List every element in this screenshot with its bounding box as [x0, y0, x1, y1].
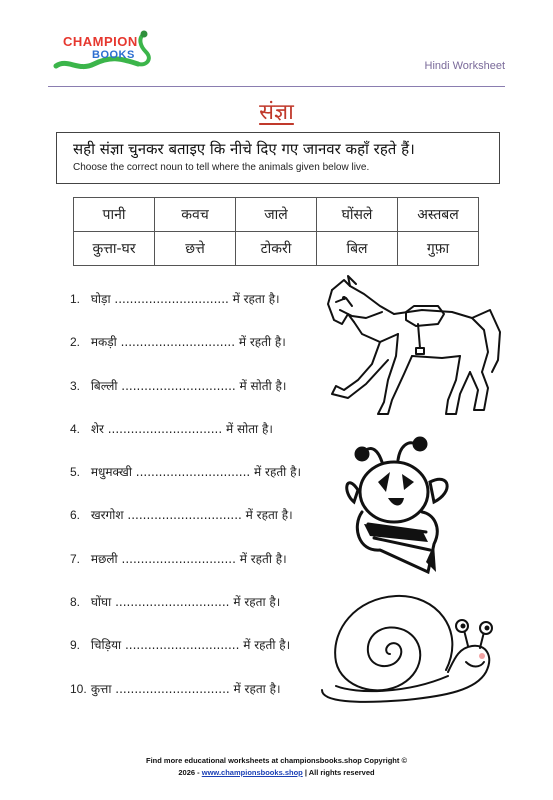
word-bank-table [73, 197, 479, 266]
question-word: बिल्ली [90, 378, 118, 393]
footer-rights: | All rights reserved [302, 768, 375, 777]
table-row [74, 198, 479, 232]
word-cell: जाले [236, 198, 317, 232]
logo-text-champion: CHAMPION [63, 34, 138, 49]
question-word: घोंघा [90, 595, 112, 610]
question-item [70, 420, 301, 463]
question-item [70, 506, 301, 549]
question-item [70, 680, 301, 723]
question-list [70, 290, 301, 723]
question-word: खरगोश [90, 508, 124, 523]
word-cell: कुत्ता-घर [74, 232, 155, 266]
question-word: मकड़ी [90, 335, 117, 350]
question-word: घोड़ा [90, 292, 111, 306]
word-cell: टोकरी [236, 232, 317, 266]
question-ending: में सोती है। [239, 378, 287, 393]
question-word: शेर [90, 421, 104, 436]
instructions-box [56, 132, 500, 184]
answer-blank[interactable]: .............................. [135, 465, 251, 480]
word-cell: गुफ़ा [398, 232, 479, 266]
answer-blank[interactable]: .............................. [115, 595, 230, 610]
instructions-hindi: सही संज्ञा चुनकर बताइए कि नीचे दिए गए जानवर कहाँ रहते हैं। [73, 140, 415, 158]
answer-blank[interactable]: .............................. [114, 292, 229, 306]
snail-illustration [316, 590, 508, 712]
footer-link[interactable]: www.championsbooks.shop [201, 768, 303, 777]
question-item [70, 636, 301, 679]
question-number: 4. [70, 421, 81, 436]
question-number: 8. [70, 595, 81, 610]
answer-blank[interactable]: .............................. [115, 681, 230, 696]
question-number: 1. [70, 292, 81, 306]
table-row [74, 232, 479, 266]
question-word: कुत्ता [90, 681, 112, 696]
question-ending: में रहता है। [233, 595, 281, 610]
page-title: संज्ञा [259, 100, 294, 125]
question-item [70, 333, 301, 376]
question-ending: में रहती है। [243, 638, 291, 653]
answer-blank[interactable]: .............................. [121, 551, 236, 566]
footer [0, 755, 553, 779]
answer-blank[interactable]: .............................. [121, 378, 236, 393]
question-ending: में रहती है। [239, 551, 287, 566]
footer-line1: Find more educational worksheets at championsbooks.shop Copyright © [146, 756, 407, 765]
question-word: मधुमक्खी [90, 465, 132, 480]
question-item [70, 290, 301, 333]
question-number: 2. [70, 335, 81, 350]
logo-text-books: BOOKS [92, 49, 135, 61]
question-ending: में रहती है। [238, 335, 286, 350]
question-number: 10. [70, 681, 87, 696]
instructions-english: Choose the correct noun to tell where the animals given below live. [73, 162, 370, 173]
question-number: 9. [70, 638, 81, 653]
question-item [70, 550, 301, 593]
question-ending: में रहता है। [232, 292, 280, 306]
footer-line2 [0, 767, 553, 779]
word-cell: छत्ते [155, 232, 236, 266]
champion-books-logo [48, 28, 156, 76]
bee-illustration [338, 432, 458, 582]
word-cell: घोंसले [317, 198, 398, 232]
question-ending: में रहती है। [254, 465, 302, 480]
word-cell: बिल [317, 232, 398, 266]
question-number: 6. [70, 508, 81, 523]
answer-blank[interactable]: .............................. [107, 421, 223, 436]
question-item [70, 593, 301, 636]
question-number: 7. [70, 551, 81, 566]
word-cell: अस्तबल [398, 198, 479, 232]
worksheet-tag: Hindi Worksheet [424, 60, 505, 72]
question-ending: में रहता है। [233, 681, 281, 696]
question-ending: में रहता है। [245, 508, 293, 523]
header-divider [48, 86, 505, 87]
question-word: मछली [90, 551, 118, 566]
answer-blank[interactable]: .............................. [124, 638, 240, 653]
horse-illustration [322, 272, 504, 422]
question-number: 3. [70, 378, 81, 393]
word-cell: कवच [155, 198, 236, 232]
question-word: चिड़िया [90, 638, 122, 653]
footer-year: 2026 - [178, 768, 202, 777]
answer-blank[interactable]: .............................. [127, 508, 242, 523]
question-item [70, 377, 301, 420]
answer-blank[interactable]: .............................. [120, 335, 236, 350]
question-number: 5. [70, 465, 81, 480]
question-ending: में सोता है। [226, 421, 273, 436]
question-item [70, 463, 301, 506]
word-cell: पानी [74, 198, 155, 232]
